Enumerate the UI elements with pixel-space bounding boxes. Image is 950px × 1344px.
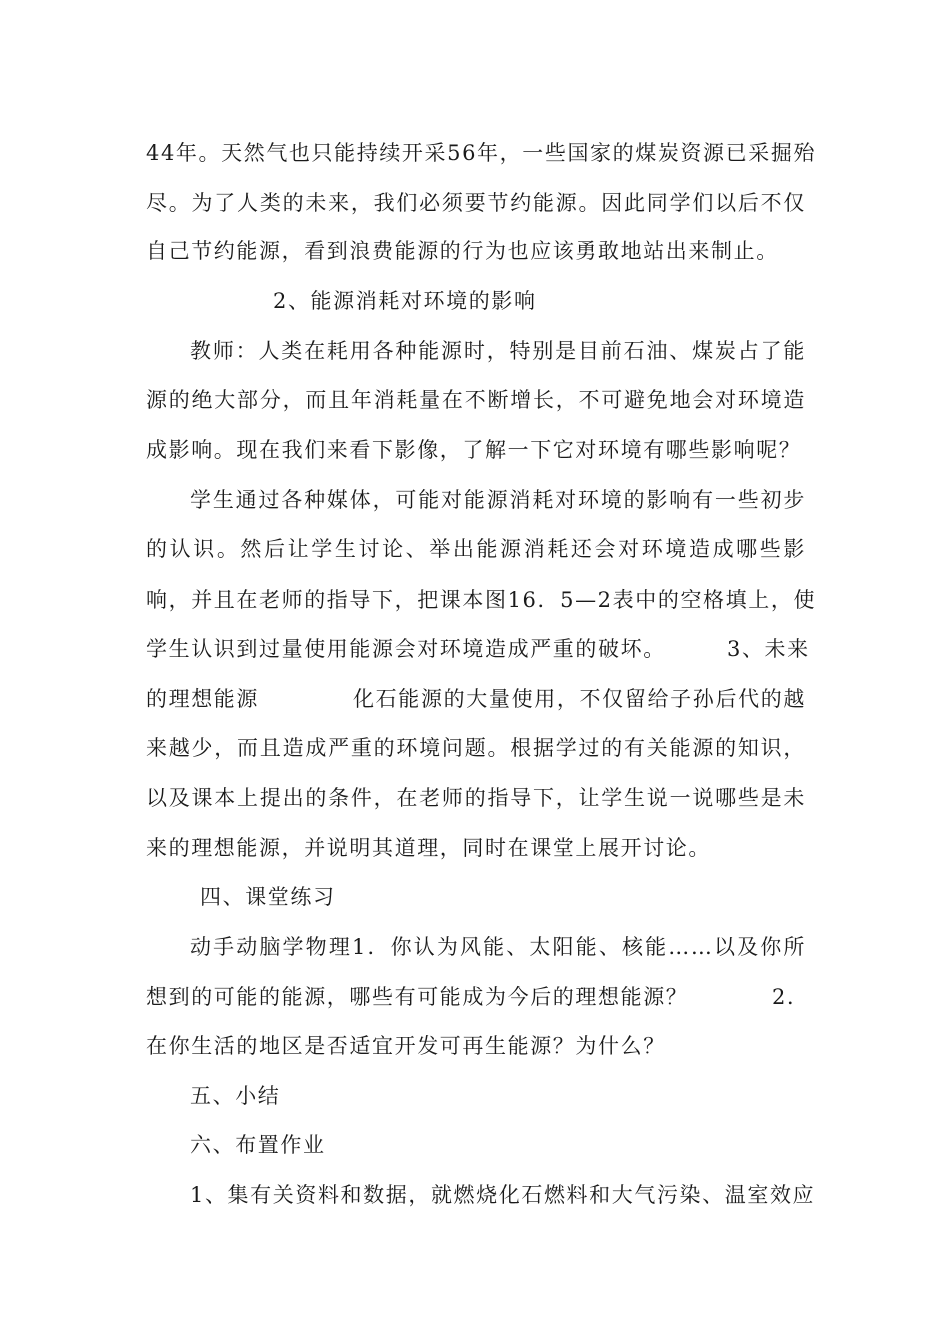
text-line: 来越少，而且造成严重的环境问题。根据学过的有关能源的知识， xyxy=(146,736,806,760)
section-heading: 3、未来 xyxy=(727,637,810,661)
section-heading: 的理想能源 xyxy=(146,687,259,711)
text-line: 想到的可能的能源，哪些有可能成为今后的理想能源？ xyxy=(146,985,689,1009)
text-line: 2． xyxy=(772,985,810,1009)
text-line: 以及课本上提出的条件，在老师的指导下，让学生说一说哪些是未 xyxy=(146,786,806,810)
text-line: 自己节约能源，看到浪费能源的行为也应该勇敢地站出来制止。 xyxy=(146,239,779,263)
section-heading: 五、小结 xyxy=(190,1084,281,1108)
section-heading: 四、课堂练习 xyxy=(200,885,336,909)
text-line: 尽。为了人类的未来，我们必须要节约能源。因此同学们以后不仅 xyxy=(146,191,806,215)
text-line: 1、集有关资料和数据，就燃烧化石燃料和大气污染、温室效应 xyxy=(190,1183,816,1207)
text-line: 来的理想能源，并说明其道理，同时在课堂上展开讨论。 xyxy=(146,836,711,860)
text-line: 源的绝大部分，而且年消耗量在不断增长，不可避免地会对环境造 xyxy=(146,388,806,412)
text-line: 教师：人类在耗用各种能源时，特别是目前石油、煤炭占了能 xyxy=(190,339,806,363)
text-line: 化石能源的大量使用，不仅留给子孙后代的越 xyxy=(353,687,806,711)
text-line: 学生通过各种媒体，可能对能源消耗对环境的影响有一些初步 xyxy=(190,488,806,512)
text-line: 在你生活的地区是否适宜开发可再生能源？为什么？ xyxy=(146,1034,666,1058)
text-line: 成影响。现在我们来看下影像，了解一下它对环境有哪些影响呢？ xyxy=(146,438,802,462)
section-heading: 六、布置作业 xyxy=(190,1133,326,1157)
text-line: 的认识。然后让学生讨论、举出能源消耗还会对环境造成哪些影 xyxy=(146,537,806,561)
text-line: 44年。天然气也只能持续开采56年，一些国家的煤炭资源已采掘殆 xyxy=(146,141,817,165)
text-line: 响，并且在老师的指导下，把课本图16．5—2表中的空格填上，使 xyxy=(146,588,817,612)
text-line: 动手动脑学物理1．你认为风能、太阳能、核能……以及你所 xyxy=(190,935,806,959)
text-line: 学生认识到过量使用能源会对环境造成严重的破坏。 xyxy=(146,637,666,661)
section-heading: 2、能源消耗对环境的影响 xyxy=(273,289,537,313)
